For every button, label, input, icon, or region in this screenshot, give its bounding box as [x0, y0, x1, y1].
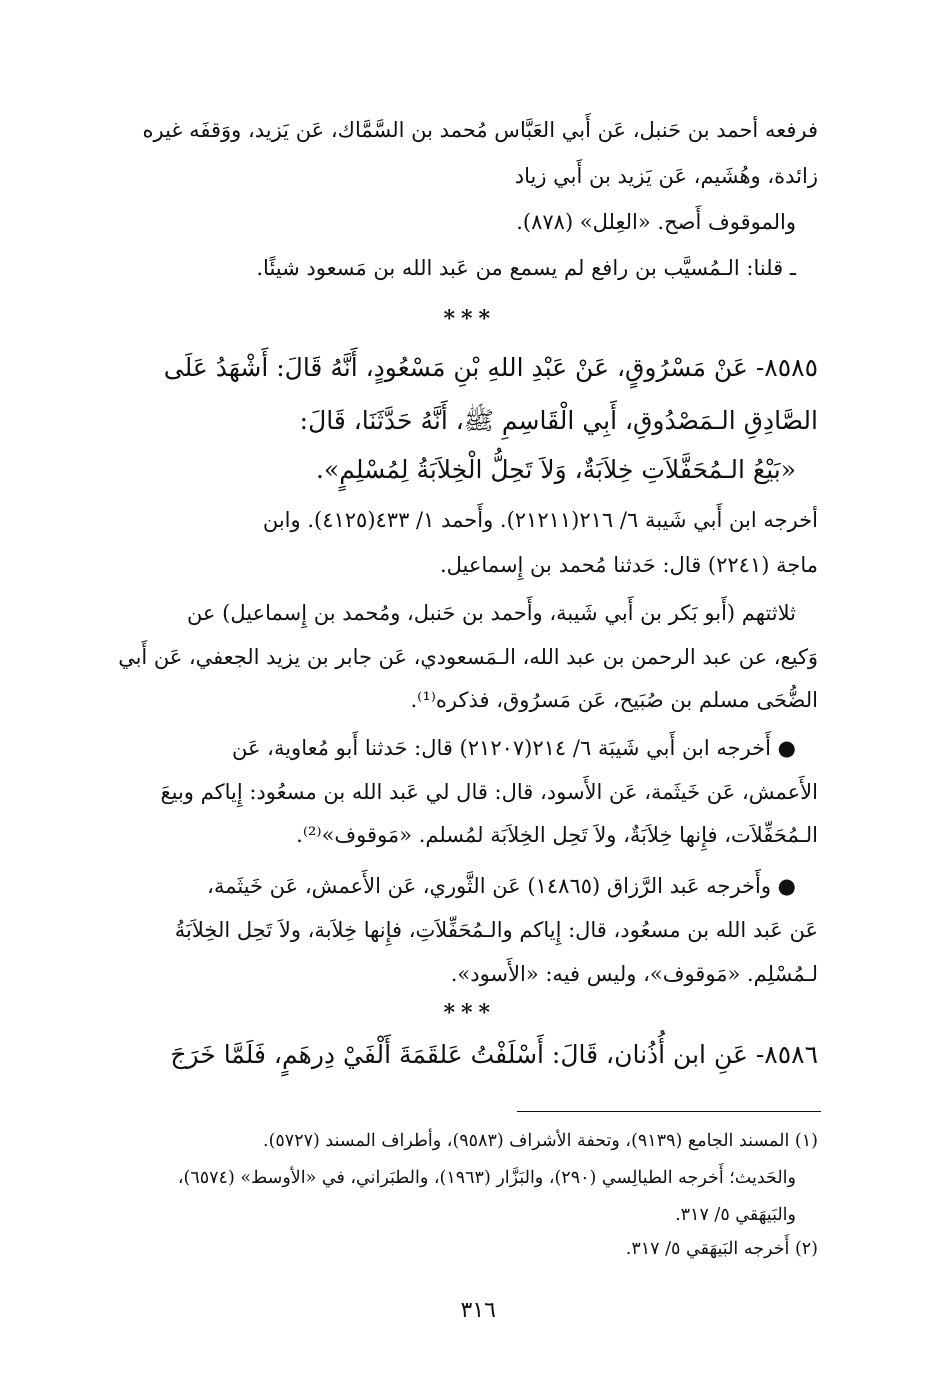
- text-line: أخرجه ابن أَبي شَيبة ٦/ ٢١٦(٢١٢١١). وأَحمد ١/ ٤٣٣(٤١٢٥). وابن: [262, 508, 818, 532]
- text-line: ماجة (٢٢٤١) قال: حَدثنا مُحمد بن إِسماعيل.: [439, 553, 818, 577]
- text-line: عَن عَبد الله بن مسعُود، قال: إِياكم والـمُحَفِّلاَتِ، فإِنها خِلاَبة، ولاَ تَحِل الخِلاَبَةُ: [174, 918, 818, 942]
- text-line: وَكيع، عن عبد الرحمن بن عبد الله، الـمَسعودي، عَن جابر بن يزيد الجعفي، عَن أَبي: [118, 645, 818, 669]
- footnote-line: (٢) أَخرجه البَيهَقي ٥/ ٣١٧.: [625, 1239, 818, 1259]
- footnote-separator: [517, 1111, 821, 1112]
- text-line: ● وأَخرجه عَبد الرَّزاق (١٤٨٦٥) عَن الثَّوري، عَن الأَعمش، عَن خَيثَمة،: [207, 874, 796, 898]
- text-line: والموقوف أَصح. «العِلل» (٨٧٨).: [516, 210, 796, 234]
- text-line: زائدة، وهُشَيم، عَن يَزيد بن أَبي زياد: [514, 164, 818, 188]
- text-line: الأَعمش، عَن خَيثَمة، عَن الأَسود، قال: قال لي عَبد الله بن مسعُود: إِياكم وبيعَ: [160, 780, 818, 804]
- page-number: ٣١٦: [460, 1298, 496, 1323]
- text-line: ـ قلنا: الـمُسيَّب بن رافع لم يسمع من عَبد الله بن مَسعود شيئًا.: [256, 256, 796, 280]
- section-separator: ***: [443, 306, 496, 332]
- text-line: الـمُحَفِّلاَت، فإِنها خِلاَبَةٌ، ولاَ تَحِل الخِلاَبَة لمُسلم. «مَوقوف»⁽²⁾.: [296, 823, 818, 847]
- footnote-line: (١) المسند الجامع (٩١٣٩)، وتحفة الأشراف (٩٥٨٣)، وأطراف المسند (٥٧٢٧).: [263, 1131, 818, 1151]
- text-line: الضُّحَى مسلم بن صُبَيح، عَن مَسرُوق، فذكره⁽¹⁾.: [410, 688, 818, 712]
- hadith-quote: «بَيْعُ الـمُحَفَّلاَتِ خِلاَبَةٌ، وَلاَ تَحِلُّ الْخِلاَبَةُ لِمُسْلِمٍ».: [315, 455, 796, 484]
- section-separator: ***: [443, 1000, 496, 1026]
- text-line: لـمُسْلِم. «مَوقوف»، وليس فيه: «الأَسود».: [450, 962, 818, 986]
- footnote-line: والبَيهَقي ٥/ ٣١٧.: [675, 1205, 796, 1225]
- text-line: ● أَخرجه ابن أَبي شَيبَة ٦/ ٢١٤(٢١٢٠٧) قال: حَدثنا أَبو مُعاوية، عَن: [231, 736, 796, 760]
- hadith-line: ٨٥٨٦- عَنِ ابن أُذُنان، قَالَ: أَسْلَفْتُ عَلقَمَةَ أَلْفَيْ دِرهَمٍ، فَلَمَّا خَرَجَ: [170, 1040, 818, 1069]
- footnote-line: والحَديث؛ أَخرجه الطيالِسي (٢٩٠)، والبَزَّار (١٩٦٣)، والطبَراني، في «الأوسط» (٦٥٧٤)،: [177, 1168, 796, 1188]
- text-line: فرفعه أحمد بن حَنبل، عَن أَبي العَبَّاس مُحمد بن السَّمَّاك، عَن يَزيد، ووَقفَه غيره: [142, 118, 818, 142]
- hadith-line: ٨٥٨٥- عَنْ مَسْرُوقٍ، عَنْ عَبْدِ اللهِ بْنِ مَسْعُودٍ، أَنَّهُ قَالَ: أَشْهَدُ عَلَى: [163, 353, 818, 382]
- text-line: ثلاثتهم (أَبو بَكر بن أَبي شَيبة، وأَحمد بن حَنبل، ومُحمد بن إِسماعيل) عن: [186, 601, 796, 625]
- hadith-line: الصَّادِقِ الـمَصْدُوقِ، أَبِي الْقَاسِمِ ﷺ، أَنَّهُ حَدَّثَنَا، قَالَ:: [299, 406, 818, 435]
